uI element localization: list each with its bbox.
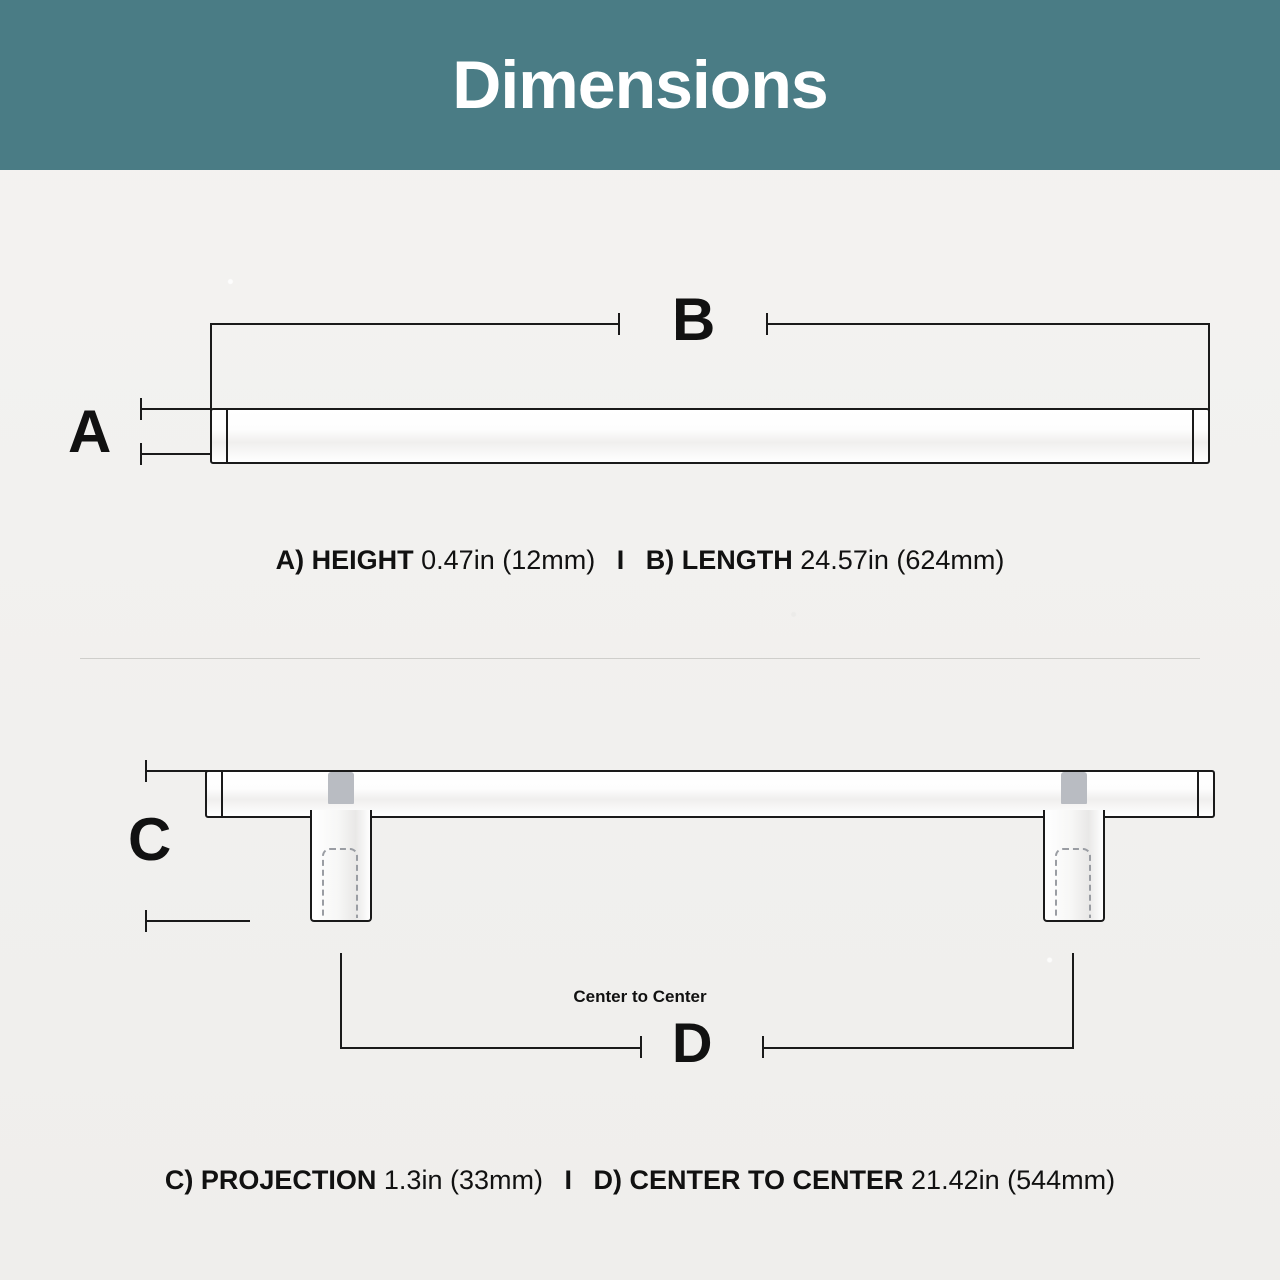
label-b: B <box>672 286 716 353</box>
a-bottom-tick <box>140 443 142 465</box>
caption-c-name: C) PROJECTION <box>164 1165 377 1195</box>
a-bottom-line <box>140 453 210 455</box>
bar-left-cap <box>226 410 228 462</box>
d-right-line <box>762 1047 1074 1049</box>
caption-d-value: 21.42in (544mm) <box>911 1165 1116 1195</box>
bar-right-cap <box>1192 410 1194 462</box>
caption-bottom <box>0 1165 1280 1196</box>
screw-thread-left <box>322 848 358 918</box>
caption-b-name: B) LENGTH <box>645 545 793 575</box>
caption-b-value: 24.57in (624mm) <box>800 545 1005 575</box>
b-left-line <box>210 323 620 325</box>
caption-a-value: 0.47in (12mm) <box>421 545 596 575</box>
mounting-post-right <box>1043 810 1105 922</box>
header-banner <box>0 0 1280 170</box>
b-left-tick <box>210 323 212 413</box>
caption-c-value: 1.3in (33mm) <box>383 1165 543 1195</box>
diagram-stage <box>0 170 1280 1280</box>
label-c: C <box>128 806 172 873</box>
b-right-line <box>766 323 1210 325</box>
caption-top <box>0 545 1280 576</box>
c-top-tick <box>145 760 147 782</box>
handle-bar-top-view <box>210 408 1210 464</box>
d-left-line <box>340 1047 640 1049</box>
mounting-post-left <box>310 810 372 922</box>
page-title: Dimensions <box>452 47 828 123</box>
b-left-arrowstop <box>618 313 620 335</box>
label-d: D <box>672 1011 713 1074</box>
section-divider <box>80 658 1200 659</box>
d-left-arrowstop <box>640 1036 642 1058</box>
b-right-tick <box>1208 323 1210 413</box>
center-to-center-label: Center to Center <box>573 987 707 1006</box>
caption-separator-top: I <box>616 545 625 575</box>
caption-a-name: A) HEIGHT <box>275 545 414 575</box>
c-top-line <box>145 770 210 772</box>
bar-side-left-cap <box>221 772 223 816</box>
a-top-line <box>140 408 210 410</box>
screw-head-left <box>328 772 354 804</box>
bar-side-right-cap <box>1197 772 1199 816</box>
c-bottom-line <box>145 920 250 922</box>
a-top-tick <box>140 398 142 420</box>
label-a: A <box>68 398 112 465</box>
caption-separator-bottom: I <box>564 1165 572 1195</box>
c-bottom-tick <box>145 910 147 932</box>
screw-thread-right <box>1055 848 1091 918</box>
screw-head-right <box>1061 772 1087 804</box>
caption-d-name: D) CENTER TO CENTER <box>593 1165 904 1195</box>
